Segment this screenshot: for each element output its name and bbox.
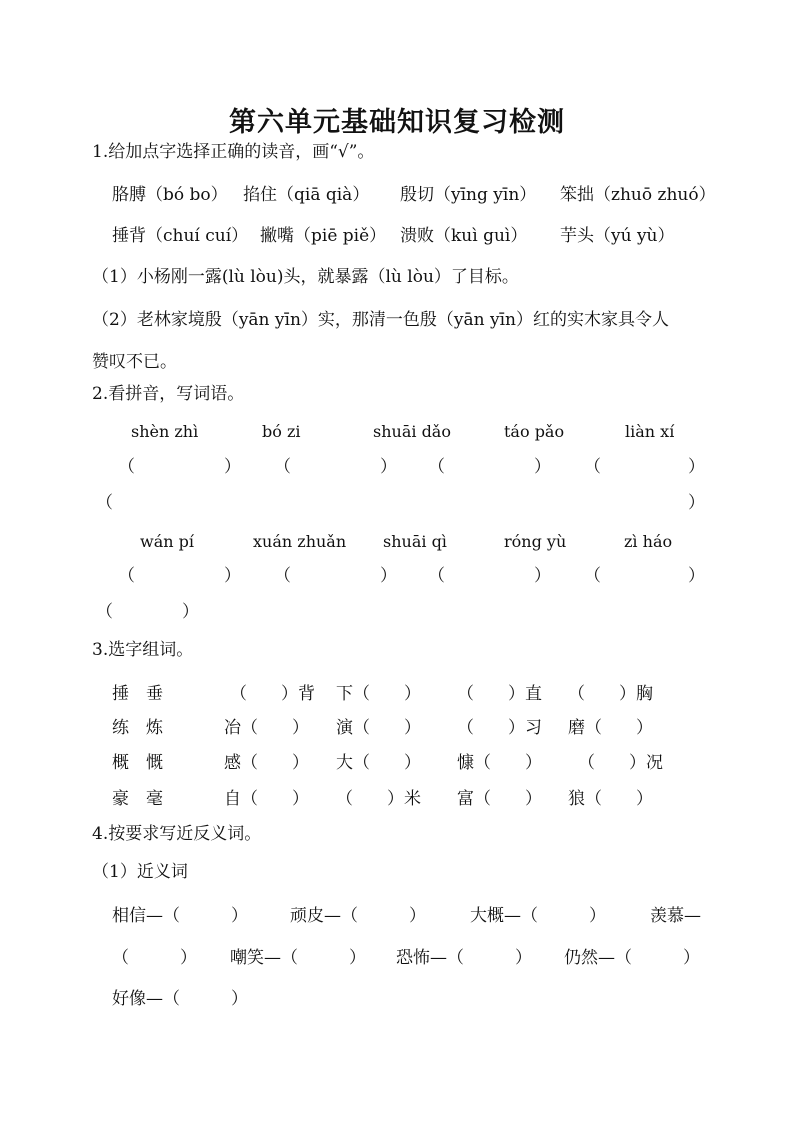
- answer-open: （: [274, 566, 291, 586]
- answer-open: （: [428, 566, 445, 586]
- answer-close: ）: [380, 457, 397, 477]
- q1-sentence-2: （2）老林家境殷（yān yīn）实，那清一色殷（yān yīn）红的实木家具令人: [92, 310, 669, 330]
- word-blank: （ ）习: [457, 718, 542, 738]
- pinyin: zì háo: [624, 532, 673, 551]
- answer-close: ）: [534, 566, 551, 586]
- pinyin: shuāi qì: [383, 532, 447, 551]
- synonym-item: 恐怖—（ ）: [396, 948, 532, 968]
- q1-item: 撇嘴（piē piě）: [260, 226, 387, 246]
- word-blank: 自（ ）: [224, 789, 309, 809]
- q1-item: 捶背（chuí cuí）: [112, 226, 249, 246]
- q1-item: 笨拙（zhuō zhuó）: [560, 185, 716, 205]
- word-blank: 狼（ ）: [568, 789, 653, 809]
- answer-close: ）: [688, 493, 705, 513]
- q1-item: 殷切（yīng yīn）: [400, 185, 537, 205]
- q1-item: 胳膊（bó bo）: [112, 185, 228, 205]
- pinyin: xuán zhuǎn: [253, 532, 347, 551]
- answer-close: ）: [224, 566, 241, 586]
- word-blank: （ ）胸: [568, 684, 653, 704]
- synonym-item: （ ）: [112, 948, 197, 968]
- q1-sentence-1: （1）小杨刚一露(lù lòu)头，就暴露（lù lòu）了目标。: [92, 267, 519, 287]
- synonym-item: 仍然—（ ）: [564, 948, 700, 968]
- word-blank: 冶（ ）: [224, 718, 309, 738]
- word-blank: （ ）直: [457, 684, 542, 704]
- word-blank: 慷（ ）: [457, 753, 542, 773]
- word-blank: 大（ ）: [336, 753, 421, 773]
- pinyin: wán pí: [140, 532, 194, 551]
- word-blank: 磨（ ）: [568, 718, 653, 738]
- synonym-item: 嘲笑—（ ）: [230, 948, 366, 968]
- pinyin: bó zi: [262, 422, 301, 441]
- answer-close: ）: [182, 602, 199, 622]
- word-blank: 演（ ）: [336, 718, 421, 738]
- word-blank: （ ）况: [578, 753, 663, 773]
- pinyin: shèn zhì: [131, 422, 199, 441]
- synonym-item: 相信—（ ）: [112, 906, 248, 926]
- word-blank: （ ）米: [336, 789, 421, 809]
- char-pair: 捶 垂: [112, 684, 163, 704]
- q3-heading: 3.选字组词。: [92, 640, 194, 660]
- q4-heading: 4.按要求写近反义词。: [92, 824, 262, 844]
- answer-open: （: [428, 457, 445, 477]
- answer-open: （: [118, 457, 135, 477]
- answer-close: ）: [380, 566, 397, 586]
- synonym-item: 大概—（ ）: [470, 906, 606, 926]
- word-blank: 下（ ）: [336, 684, 421, 704]
- pinyin: táo pǎo: [504, 422, 565, 441]
- pinyin: liàn xí: [625, 422, 675, 441]
- answer-close: ）: [688, 566, 705, 586]
- synonym-item: 羡慕—: [650, 906, 701, 926]
- answer-open: （: [274, 457, 291, 477]
- answer-open: （: [118, 566, 135, 586]
- pinyin: róng yù: [504, 532, 567, 551]
- answer-open: （: [584, 566, 601, 586]
- char-pair: 豪 毫: [112, 789, 163, 809]
- word-blank: 感（ ）: [224, 753, 309, 773]
- page-title: 第六单元基础知识复习检测: [229, 107, 565, 138]
- q1-sentence-2-cont: 赞叹不已。: [92, 352, 177, 372]
- q1-item: 芋头（yú yù）: [560, 226, 675, 246]
- char-pair: 概 慨: [112, 753, 163, 773]
- answer-open: （: [584, 457, 601, 477]
- char-pair: 练 炼: [112, 718, 163, 738]
- answer-close: ）: [534, 457, 551, 477]
- q1-item: 溃败（kuì guì）: [400, 226, 528, 246]
- synonym-item: 顽皮—（ ）: [290, 906, 426, 926]
- answer-close: ）: [688, 457, 705, 477]
- q4-subheading-synonyms: （1）近义词: [92, 862, 188, 882]
- word-blank: （ ）背: [230, 684, 315, 704]
- q2-heading: 2.看拼音，写词语。: [92, 384, 245, 404]
- synonym-item: 好像—（ ）: [112, 989, 248, 1009]
- word-blank: 富（ ）: [457, 789, 542, 809]
- answer-open: （: [96, 602, 113, 622]
- q1-item: 掐住（qiā qià）: [243, 185, 370, 205]
- pinyin: shuāi dǎo: [373, 422, 451, 441]
- answer-open: （: [96, 493, 113, 513]
- q1-heading: 1.给加点字选择正确的读音，画“√”。: [92, 142, 375, 162]
- answer-close: ）: [224, 457, 241, 477]
